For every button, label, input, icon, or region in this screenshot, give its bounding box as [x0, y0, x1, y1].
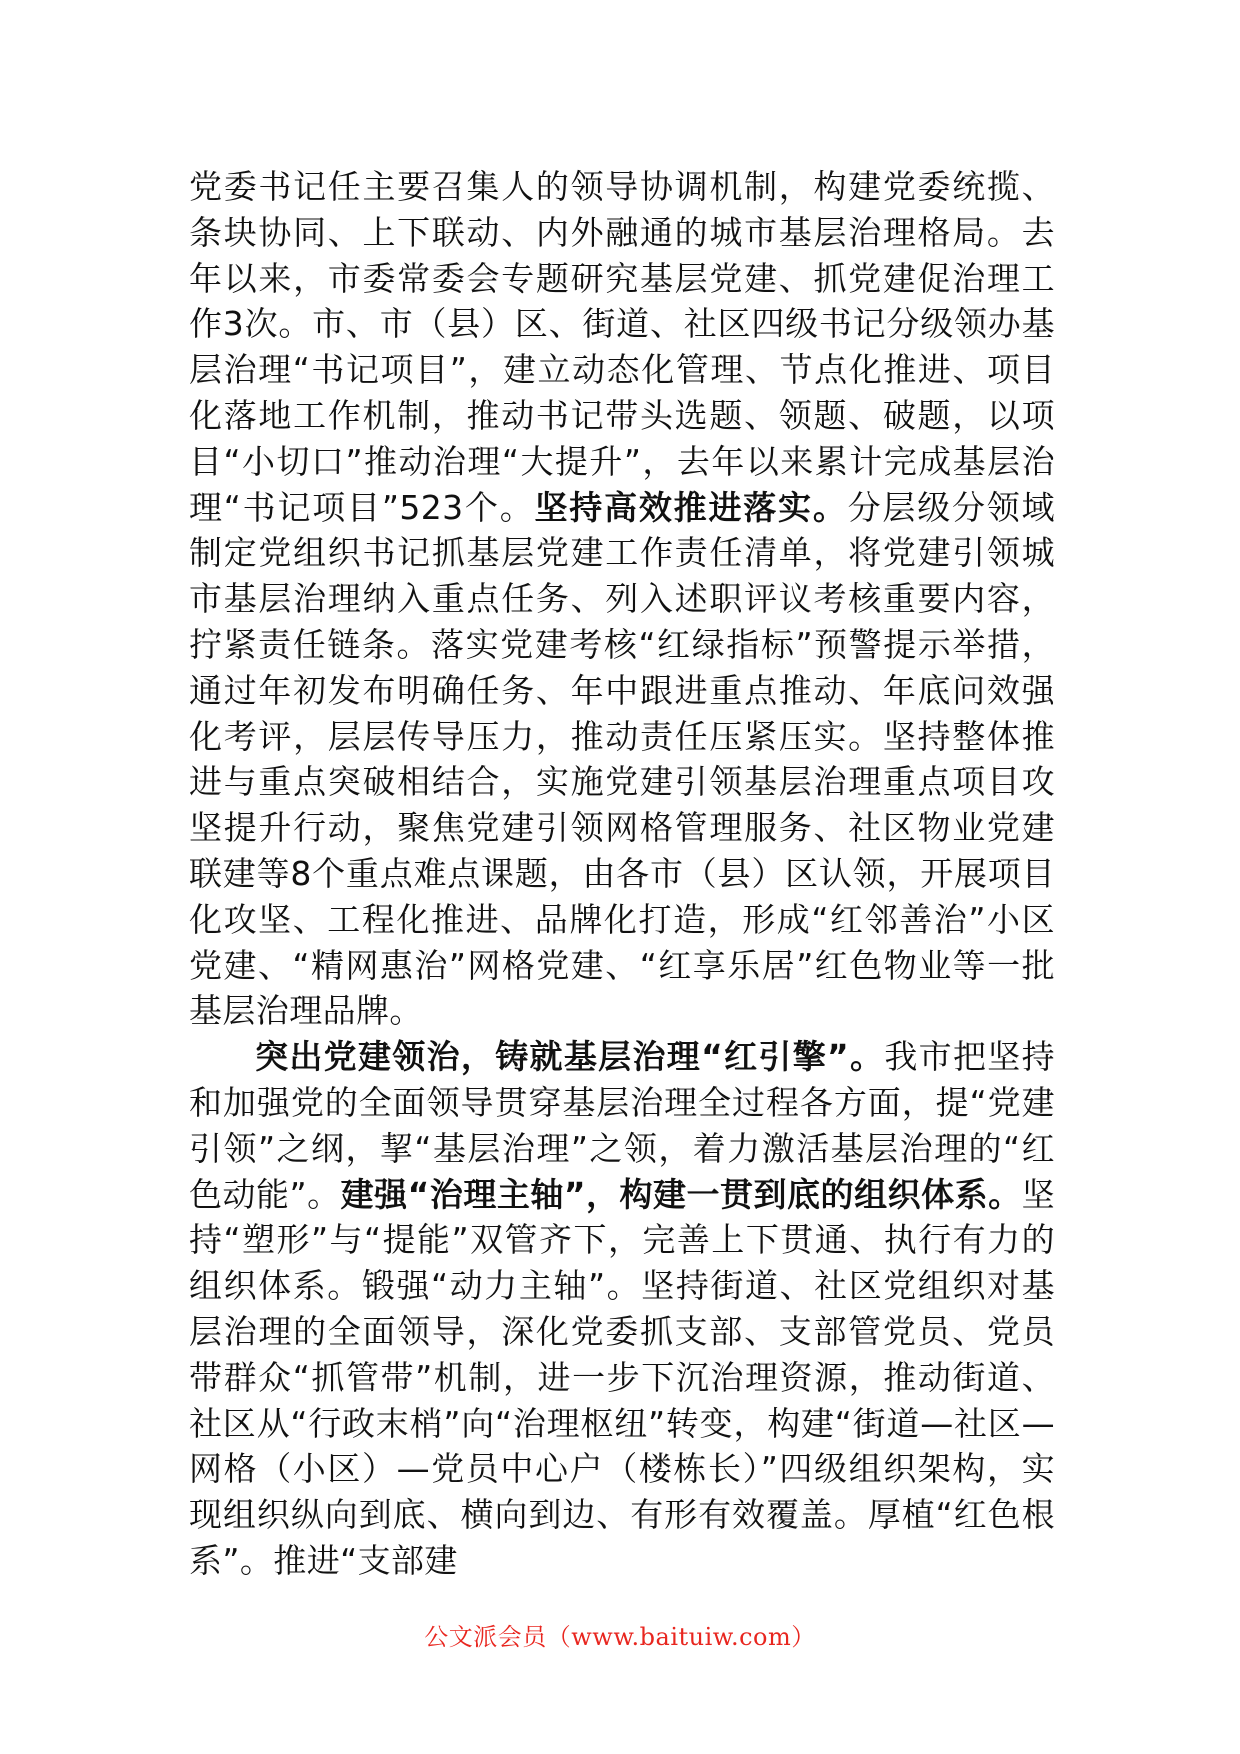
paragraph-2-heading-3: 建强“治理主轴”，构建一贯到底的组织体系。: [340, 1174, 1022, 1214]
paragraph-2: [189, 1034, 1055, 1584]
body-text: [189, 164, 1055, 1584]
paragraph-1-heading-2: 坚持高效推进落实。: [534, 487, 848, 527]
paragraph-2-run-2: 我市把坚持和加强党的全面领导贯穿基层治理全过程各方面，提“党建引领”之纲，挈“基层治理”之领，着力激活基层治理的“红色动能”。: [189, 1037, 1055, 1214]
paragraph-1: [189, 164, 1055, 1034]
footer-watermark: 公文派会员（www.baituiw.com）: [424, 1623, 816, 1651]
paragraph-1-run-1: 党委书记任主要召集人的领导协调机制，构建党委统揽、条块协同、上下联动、内外融通的城市基层治理格局。去年以来，市委常委会专题研究基层党建、抓党建促治理工作3次。市、市（县）区、街道、社区四级书记分级领办基层治理“书记项目”，建立动态化管理、节点化推进、项目化落地工作机制，推动书记带头选题、领题、破题，以项目“小切口”推动治理“大提升”，去年以来累计完成基层治理“书记项目”523个。: [189, 167, 1055, 527]
paragraph-2-heading-1: 突出党建领治，铸就基层治理“红引擎”。: [255, 1037, 885, 1077]
paragraph-2-run-4: 坚持“塑形”与“提能”双管齐下，完善上下贯通、执行有力的组织体系。锻强“动力主轴”。坚持街道、社区党组织对基层治理的全面领导，深化党委抓支部、支部管党员、党员带群众“抓管带”机制，进一步下沉治理资源，推动街道、社区从“行政末梢”向“治理枢纽”转变，构建“街道—社区—网格（小区）—党员中心户（楼栋长）”四级组织架构，实现组织纵向到底、横向到边、有形有效覆盖。厚植“红色根系”。推进“支部建: [189, 1174, 1055, 1580]
paragraph-1-run-3: 分层级分领域制定党组织书记抓基层党建工作责任清单，将党建引领城市基层治理纳入重点任务、列入述职评议考核重要内容，拧紧责任链条。落实党建考核“红绿指标”预警提示举措，通过年初发布明确任务、年中跟进重点推动、年底问效强化考评，层层传导压力，推动责任压紧压实。坚持整体推进与重点突破相结合，实施党建引领基层治理重点项目攻坚提升行动，聚焦党建引领网格管理服务、社区物业党建联建等8个重点难点课题，由各市（县）区认领，开展项目化攻坚、工程化推进、品牌化打造，形成“红邻善治”小区党建、“精网惠治”网格党建、“红享乐居”红色物业等一批基层治理品牌。: [189, 487, 1055, 1031]
